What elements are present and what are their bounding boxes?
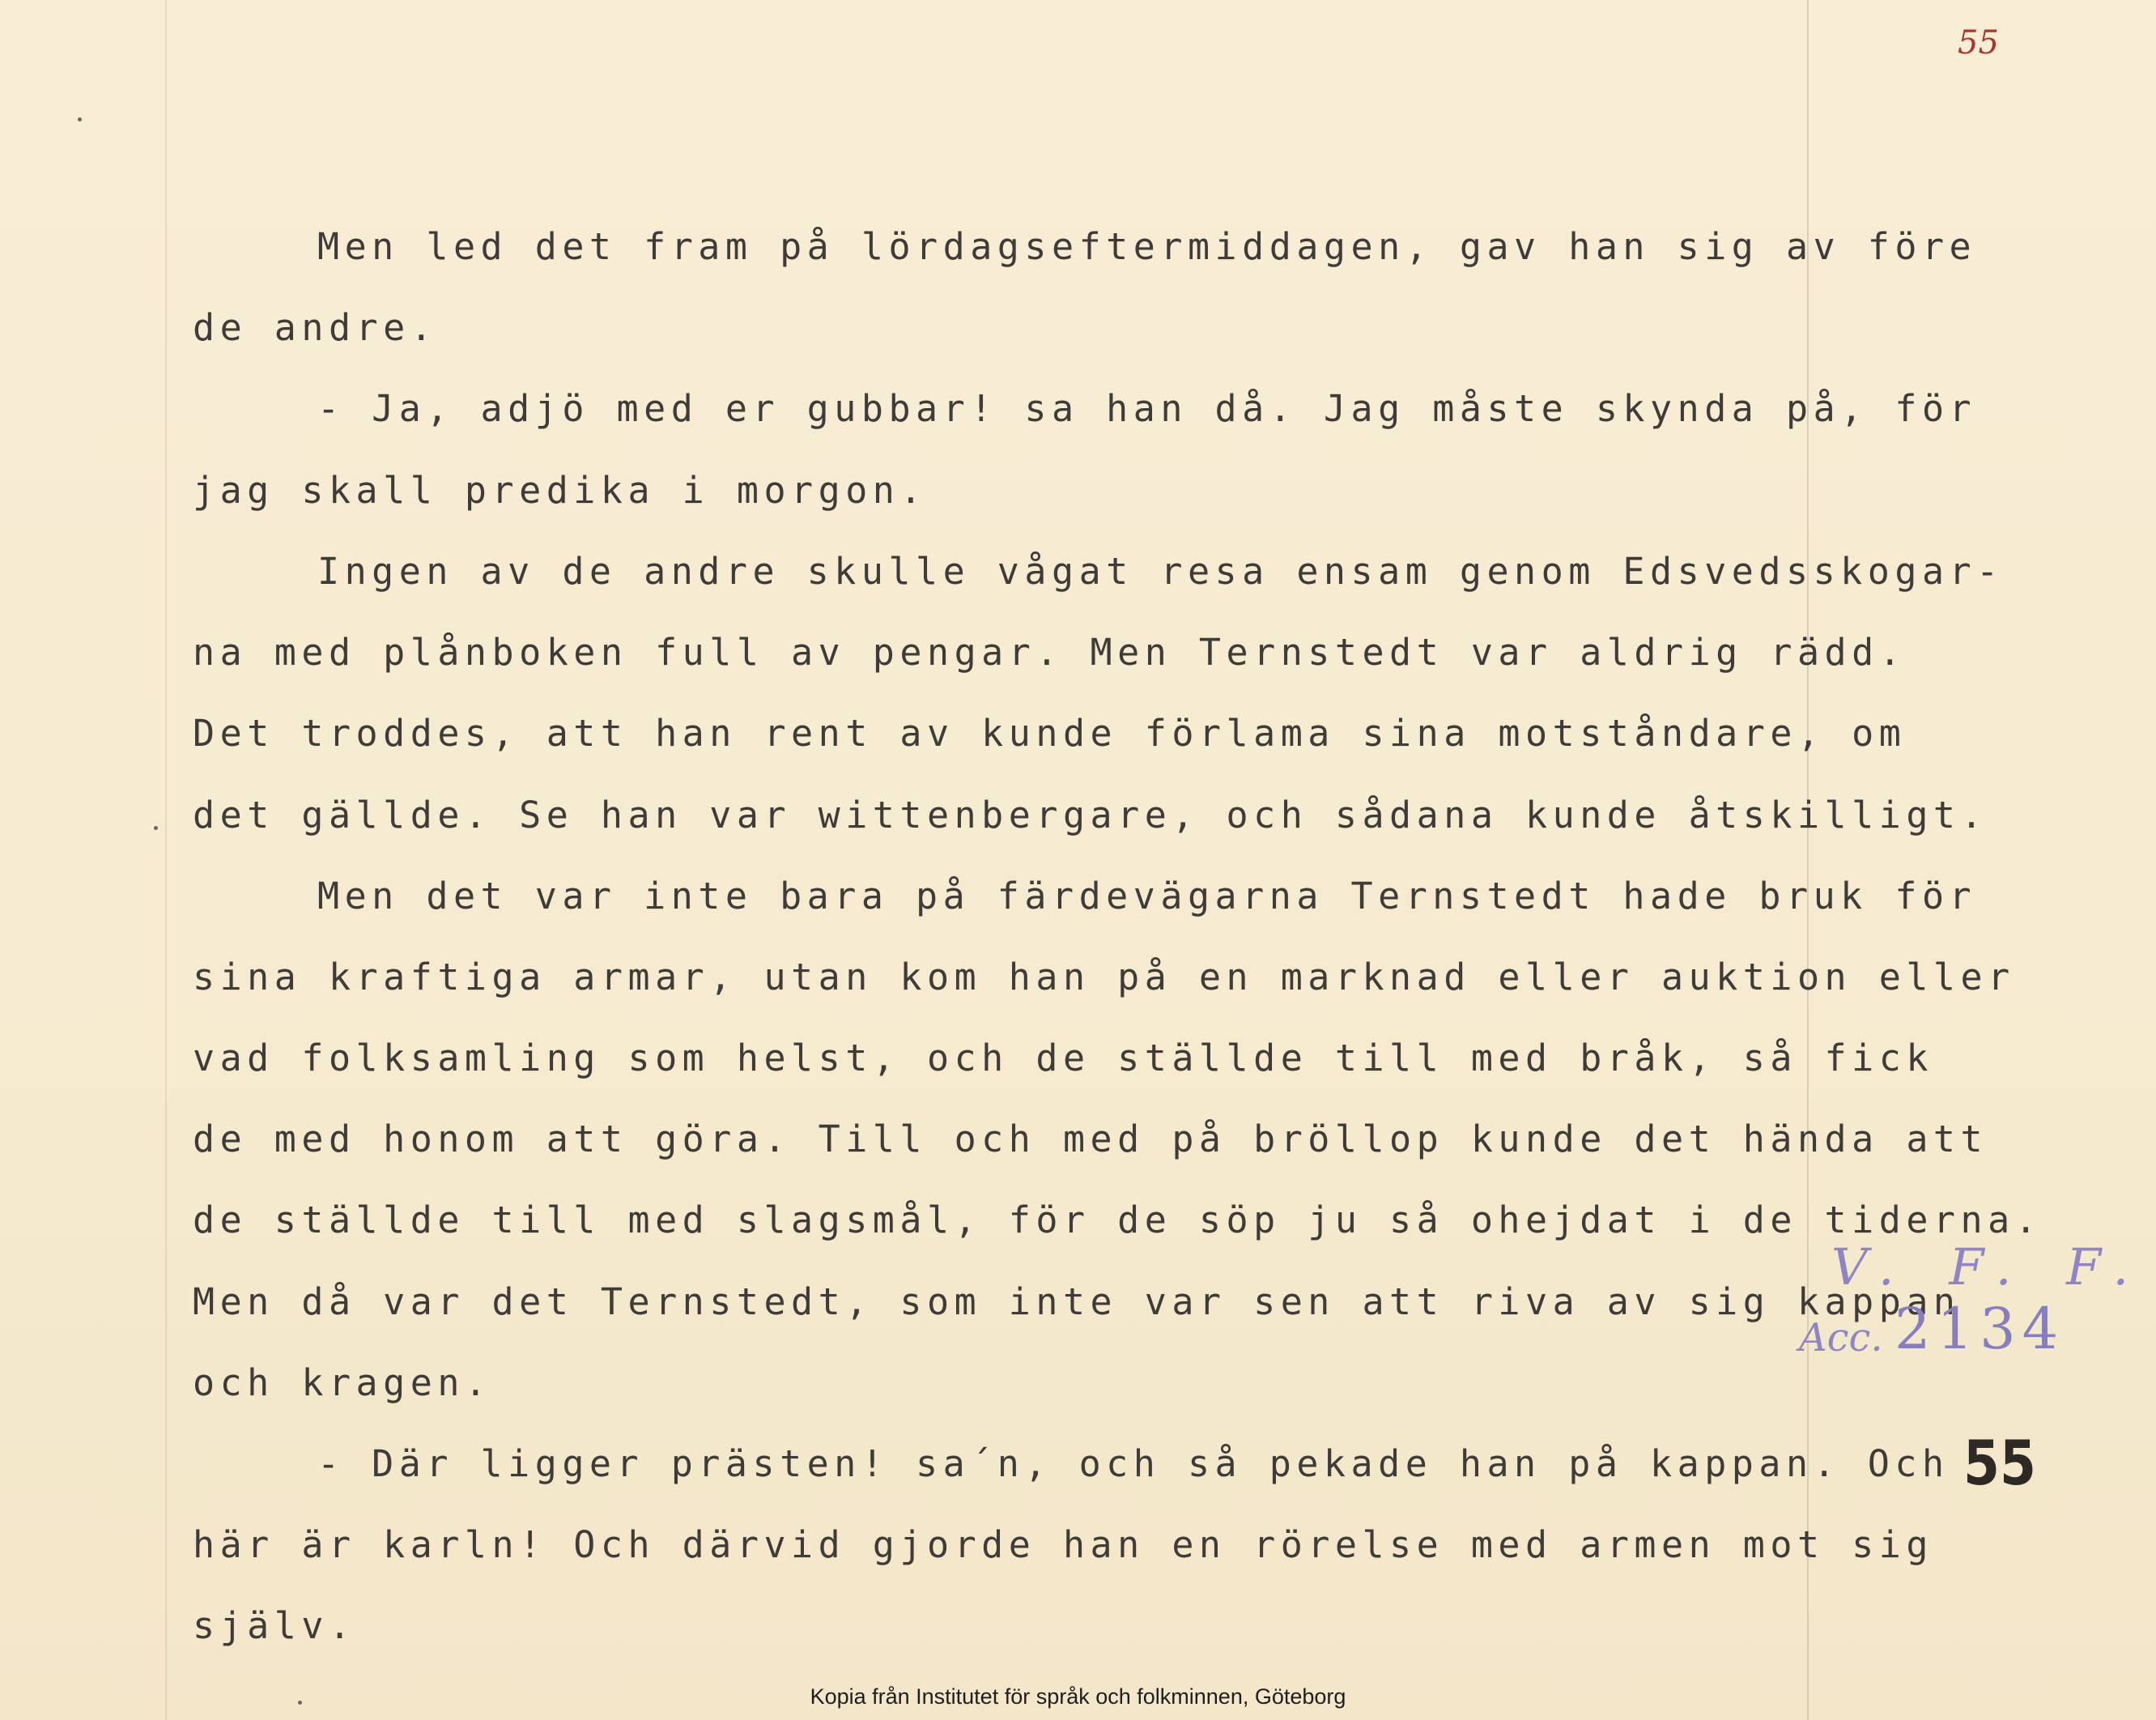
text-line: Ingen av de andre skulle vågat resa ensam genom Edsvedsskogar- — [317, 550, 2004, 593]
text-line: na med plånboken full av pengar. Men Ternstedt var aldrig rädd. — [193, 631, 1907, 674]
archive-footer: Kopia från Institutet för språk och folkminnen, Göteborg — [810, 1684, 1346, 1709]
text-line: jag skall predika i morgon. — [193, 469, 927, 512]
text-line: vad folksamling som helst, och de ställde till med bråk, så fick — [193, 1037, 1933, 1079]
text-line: de ställde till med slagsmål, för de söp ju så ohejdat i de tiderna. — [193, 1198, 2043, 1241]
paper-speck — [154, 826, 158, 830]
text-line: Men då var det Ternstedt, som inte var sen att riva av sig kappan — [193, 1280, 1961, 1323]
text-line: och kragen. — [193, 1361, 492, 1404]
archive-stamp-acc-label: Acc. — [1799, 1315, 1883, 1360]
handwritten-page-number: 55 — [1958, 24, 1999, 62]
text-line: - Där ligger prästen! sa´n, och så pekade han på kappan. Och — [317, 1442, 1950, 1485]
text-line: här är karln! Och därvid gjorde han en rörelse med armen mot sig — [193, 1523, 1933, 1566]
text-line: sina kraftiga armar, utan kom han på en marknad eller auktion eller — [193, 956, 2015, 998]
text-line: de andre. — [193, 306, 438, 349]
text-line: själv. — [193, 1604, 356, 1647]
archive-stamp-vff: V. F. F. — [1831, 1237, 2149, 1296]
text-line: - Ja, adjö med er gubbar! sa han då. Jag måste skynda på, för — [317, 387, 1977, 430]
text-line: det gällde. Se han var wittenbergare, och sådana kunde åtskilligt. — [193, 794, 1988, 837]
text-line: de med honom att göra. Till och med på bröllop kunde det hända att — [193, 1118, 1988, 1160]
text-line: Det troddes, att han rent av kunde förlama sina motståndare, om — [193, 712, 1907, 755]
text-line: Men led det fram på lördagseftermiddagen, gav han sig av före — [317, 225, 1977, 268]
printed-page-number: 55 — [1963, 1427, 2036, 1499]
paper-speck — [78, 117, 82, 121]
text-line: Men det var inte bara på färdevägarna Ternstedt hade bruk för — [317, 875, 1977, 917]
archive-stamp-acc-number: 2134 — [1894, 1296, 2065, 1362]
